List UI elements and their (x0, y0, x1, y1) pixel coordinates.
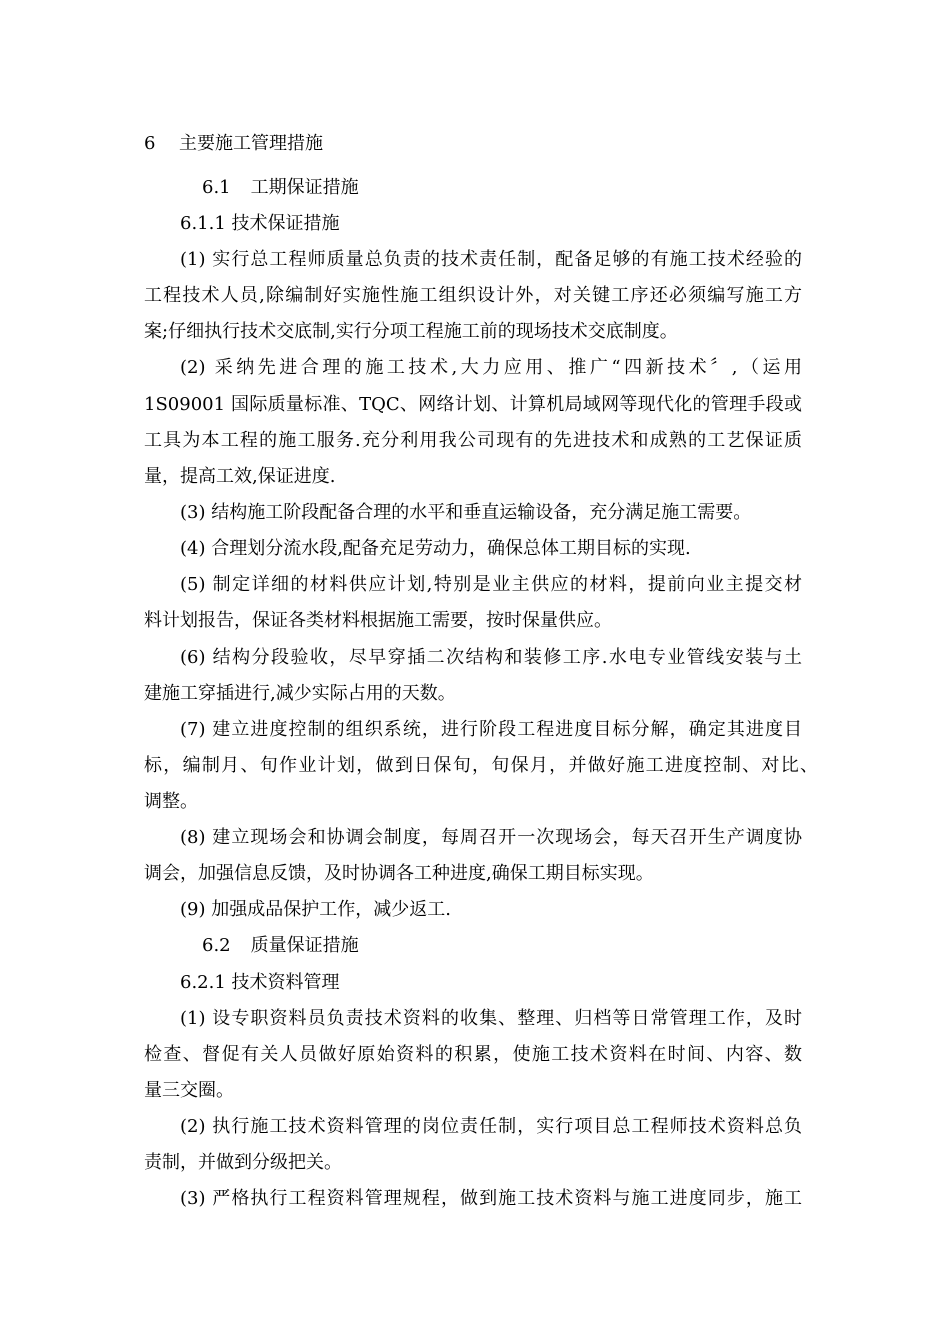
paragraph-line: 1S09001 国际质量标准、TQC、网络计划、计算机局域网等现代化的管理手段或 (144, 394, 802, 415)
section-heading-6 (144, 131, 323, 157)
paragraph-line: 工程技术人员,除编制好实施性施工组织设计外，对关键工序还必须编写施工方 (144, 285, 802, 306)
paragraph-line: (1) 设专职资料员负责技术资料的收集、整理、归档等日常管理工作，及时 (180, 1008, 802, 1029)
paragraph-line: (2) 采纳先进合理的施工技术,大力应用、推广“四新技术〞,（运用 (180, 357, 802, 378)
paragraph-line: 量三交圈。 (144, 1080, 234, 1101)
subsection-heading-6-2-1: 6.2.1 技术资料管理 (180, 972, 340, 993)
section-title: 质量保证措施 (250, 935, 359, 956)
paragraph-line: 量，提高工效,保证进度. (144, 466, 336, 487)
paragraph-line: 检查、督促有关人员做好原始资料的积累，使施工技术资料在时间、内容、数 (144, 1044, 802, 1065)
paragraph-line: 调整。 (144, 791, 198, 812)
section-number: 6 (144, 133, 156, 154)
section-number: 6.2 (202, 935, 231, 956)
paragraph-line: (6) 结构分段验收，尽早穿插二次结构和装修工序.水电专业管线安装与土 (180, 647, 802, 668)
section-number: 6.1 (202, 177, 231, 198)
paragraph-line: (9) 加强成品保护工作，减少返工. (180, 899, 451, 920)
paragraph-line: (3) 严格执行工程资料管理规程，做到施工技术资料与施工进度同步，施工 (180, 1188, 802, 1209)
paragraph-line: 工具为本工程的施工服务.充分利用我公司现有的先进技术和成熟的工艺保证质 (144, 430, 802, 451)
section-title: 工期保证措施 (250, 177, 359, 198)
paragraph-line: (4) 合理划分流水段,配备充足劳动力，确保总体工期目标的实现. (180, 538, 691, 559)
paragraph-line: 责制，并做到分级把关。 (144, 1152, 342, 1173)
section-heading-6-2 (202, 933, 359, 959)
paragraph-line: (2) 执行施工技术资料管理的岗位责任制，实行项目总工程师技术资料总负 (180, 1116, 802, 1137)
paragraph-line: (5) 制定详细的材料供应计划,特别是业主供应的材料，提前向业主提交材 (180, 574, 802, 595)
section-title: 主要施工管理措施 (179, 133, 323, 154)
paragraph-line: 建施工穿插进行,减少实际占用的天数。 (144, 683, 456, 704)
paragraph-line: 标，编制月、旬作业计划，做到日保旬，旬保月，并做好施工进度控制、对比、 (144, 755, 818, 776)
paragraph-line: 调会，加强信息反馈，及时协调各工种进度,确保工期目标实现。 (144, 863, 654, 884)
section-heading-6-1 (202, 175, 359, 201)
paragraph-line: (7) 建立进度控制的组织系统，进行阶段工程进度目标分解，确定其进度目 (180, 719, 802, 740)
paragraph-line: (1) 实行总工程师质量总负责的技术责任制，配备足够的有施工技术经验的 (180, 249, 802, 270)
subsection-heading-6-1-1: 6.1.1 技术保证措施 (180, 213, 340, 234)
paragraph-line: (3) 结构施工阶段配备合理的水平和垂直运输设备，充分满足施工需要。 (180, 502, 752, 523)
paragraph-line: 案;仔细执行技术交底制,实行分项工程施工前的现场技术交底制度。 (144, 321, 678, 342)
paragraph-line: 料计划报告，保证各类材料根据施工需要，按时保量供应。 (144, 610, 612, 631)
paragraph-line: (8) 建立现场会和协调会制度，每周召开一次现场会，每天召开生产调度协 (180, 827, 802, 848)
